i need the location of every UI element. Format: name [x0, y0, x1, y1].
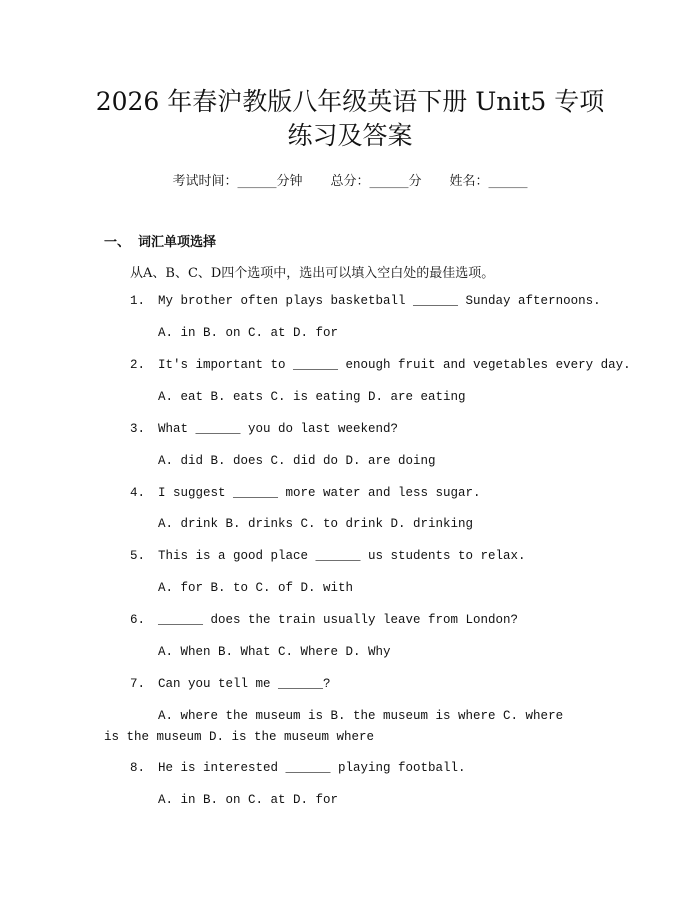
- question-options: A. When B. What C. Where D. Why: [158, 645, 391, 659]
- question-text: This is a good place ______ us students to relax.: [158, 549, 526, 563]
- question-number: 7.: [130, 677, 146, 691]
- question-item: [130, 677, 331, 691]
- question-item: [130, 761, 466, 775]
- question-options: A. where the museum is B. the museum is where C. where is the museum D. is the museum where: [104, 709, 564, 744]
- question-options: A. did B. does C. did do D. are doing: [158, 454, 436, 468]
- exam-score: 总分：______分: [330, 174, 422, 189]
- exam-time: 考试时间：______分钟: [172, 174, 303, 189]
- question-text: ______ does the train usually leave from London?: [158, 613, 519, 627]
- question-text: I suggest ______ more water and less sugar.: [158, 486, 481, 500]
- section-instruction: 从A、B、C、D四个选项中，选出可以填入空白处的最佳选项。: [130, 266, 495, 281]
- question-text: My brother often plays basketball ______ Sunday afternoons.: [158, 294, 601, 308]
- question-options: A. in B. on C. at D. for: [158, 326, 339, 340]
- question-options: A. for B. to C. of D. with: [158, 581, 354, 595]
- question-item: [130, 422, 398, 436]
- question-number: 4.: [130, 486, 146, 500]
- document-title-line-1: 2026 年春沪教版八年级英语下册 Unit5 专项: [95, 87, 605, 116]
- question-text: What ______ you do last weekend?: [158, 422, 399, 436]
- question-item: [130, 358, 631, 372]
- question-number: 3.: [130, 422, 146, 436]
- document-title-line-2: 练习及答案: [287, 121, 413, 150]
- section-heading: [104, 231, 216, 250]
- question-number: 6.: [130, 613, 146, 627]
- question-options: A. eat B. eats C. is eating D. are eating: [158, 390, 466, 404]
- question-options: A. in B. on C. at D. for: [158, 793, 339, 807]
- exam-meta: [0, 170, 700, 189]
- question-text: It's important to ______ enough fruit and vegetables every day.: [158, 358, 631, 372]
- question-number: 1.: [130, 294, 146, 308]
- exam-name: 姓名：______: [449, 174, 528, 189]
- question-number: 2.: [130, 358, 146, 372]
- question-text: Can you tell me ______?: [158, 677, 331, 691]
- question-item: [130, 549, 526, 563]
- question-number: 5.: [130, 549, 146, 563]
- section-number: 一、: [104, 235, 131, 250]
- question-item: [130, 486, 481, 500]
- question-item: [130, 613, 518, 627]
- section-title: 词汇单项选择: [138, 235, 217, 250]
- question-options: A. drink B. drinks C. to drink D. drinking: [158, 517, 474, 531]
- question-text: He is interested ______ playing football.: [158, 761, 466, 775]
- question-item: [130, 294, 601, 308]
- question-number: 8.: [130, 761, 146, 775]
